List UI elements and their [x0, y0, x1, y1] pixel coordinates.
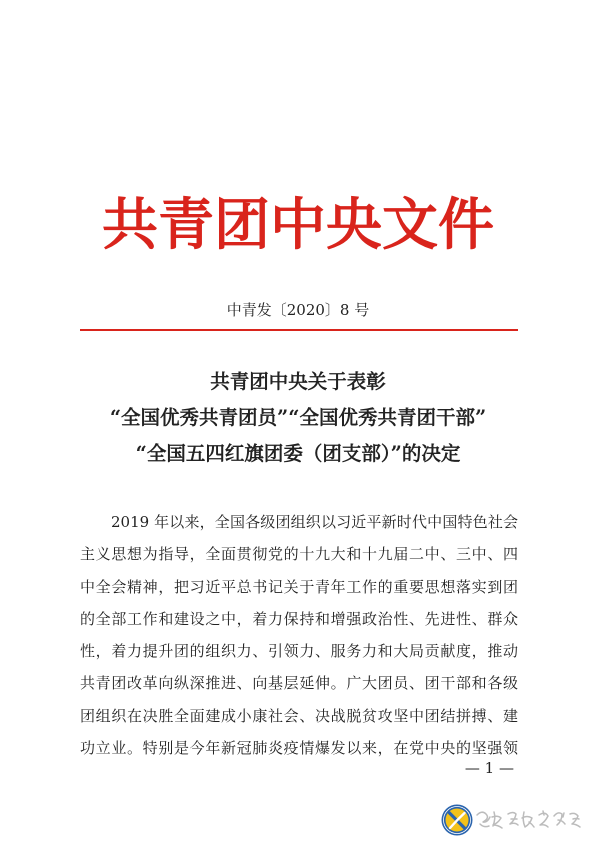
- body-line: 主义思想为指导，全面贯彻党的十九大和十九届二中、三中、四: [80, 545, 518, 564]
- body-line: 的全部工作和建设之中，着力保持和增强政治性、先进性、群众: [80, 609, 518, 628]
- body-paragraph: [80, 506, 518, 764]
- page-number: — 1 —: [464, 759, 514, 777]
- heading-line: “全国五四红旗团委（团支部）”的决定: [135, 442, 461, 465]
- document-heading: [40, 364, 556, 472]
- body-line: 性，着力提升团的组织力、引领力、服务力和大局贡献度，推动: [80, 642, 518, 661]
- heading-line: 共青团中央关于表彰: [210, 370, 386, 393]
- red-divider-line: [80, 329, 518, 331]
- watermark-logo-icon: [440, 803, 474, 837]
- body-line: 2019 年以来，全国各级团组织以习近平新时代中国特色社会: [111, 513, 518, 531]
- body-line: 共青团改革向纵深推进、向基层延伸。广大团员、团干部和各级: [80, 674, 518, 693]
- document-number: 中青发〔2020〕8 号: [226, 301, 370, 319]
- heading-line: “全国优秀共青团员”“全国优秀共青团干部”: [109, 406, 487, 429]
- body-line: 功立业。特别是今年新冠肺炎疫情爆发以来，在党中央的坚强领: [80, 739, 518, 758]
- masthead-title: 共青团中央文件: [102, 192, 494, 258]
- body-line: 团组织在决胜全面建成小康社会、决战脱贫攻坚中团结拼搏、建: [80, 706, 518, 725]
- body-line: 中全会精神，把习近平总书记关于青年工作的重要思想落实到团: [80, 577, 518, 596]
- watermark-script-graphic: [474, 806, 586, 834]
